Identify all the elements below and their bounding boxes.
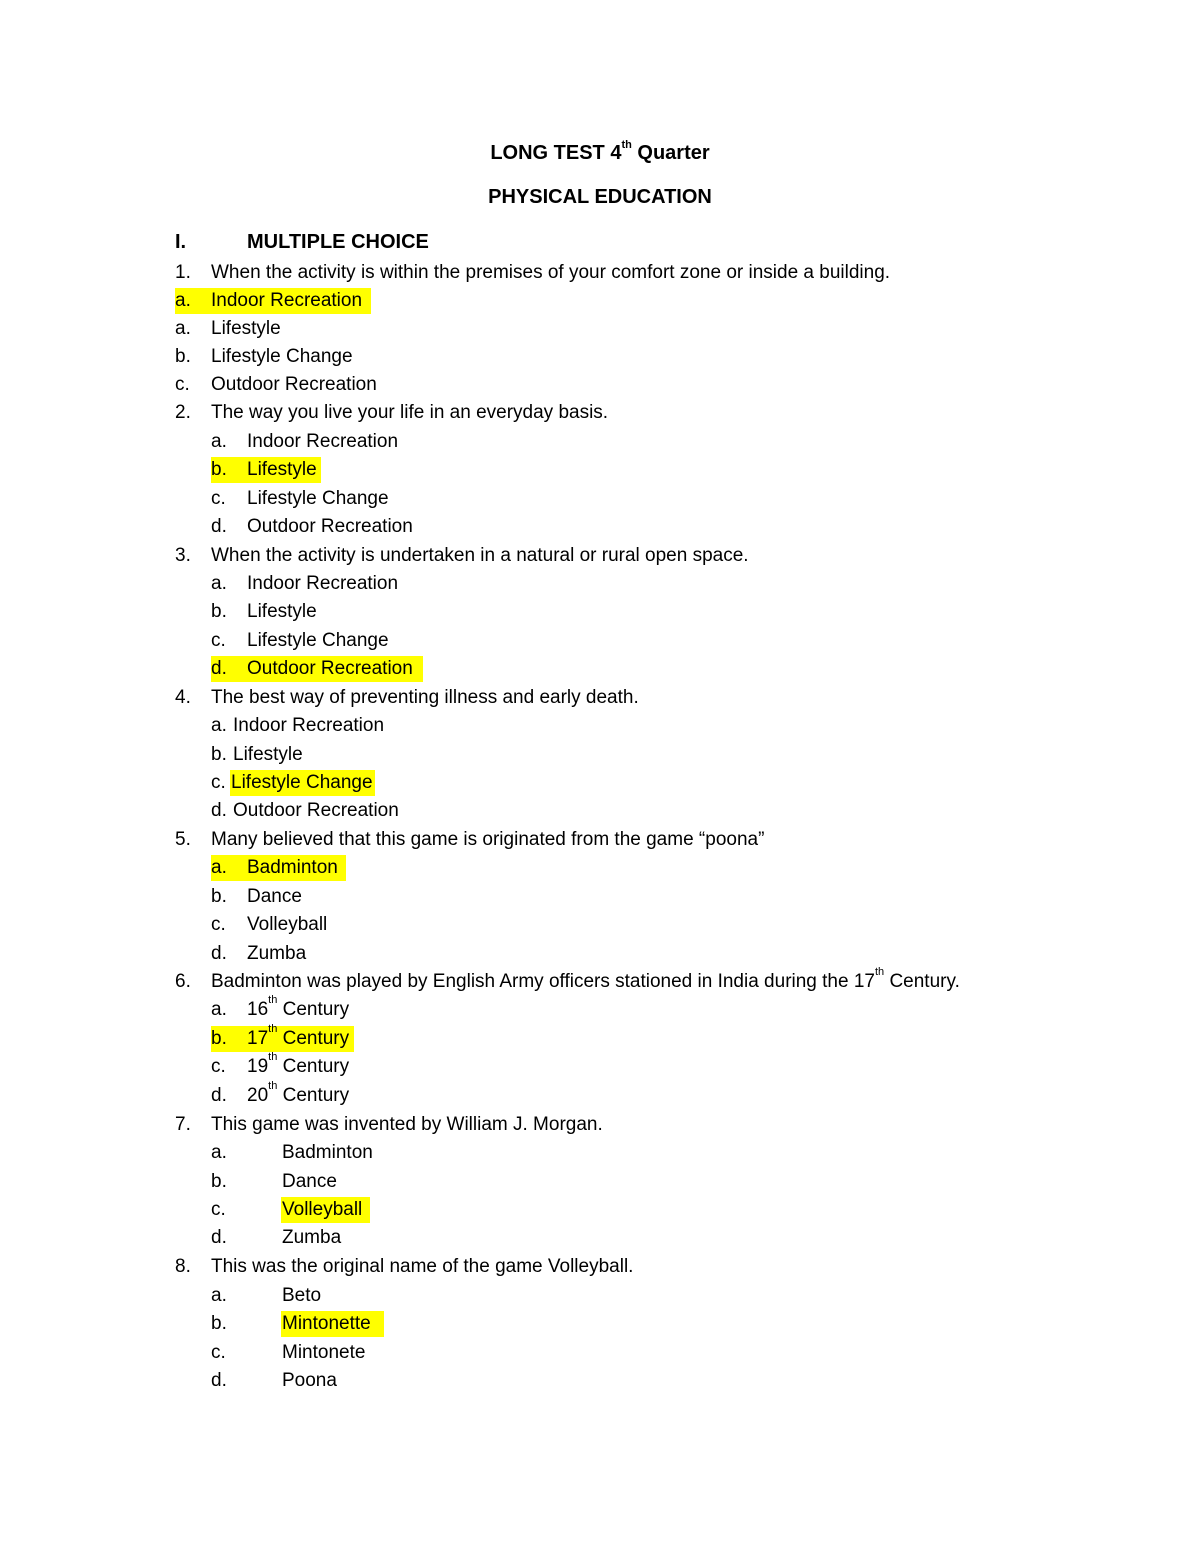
choice-letter: a. bbox=[211, 573, 227, 594]
choice-text: Mintonette bbox=[282, 1313, 371, 1334]
question-number: 5. bbox=[175, 829, 191, 850]
choice-letter: a. bbox=[175, 318, 191, 339]
question-number: 7. bbox=[175, 1114, 191, 1135]
choice-letter: a. bbox=[211, 715, 227, 736]
choice-text: Badminton bbox=[247, 857, 338, 878]
question-text: When the activity is undertaken in a natural or rural open space. bbox=[211, 545, 749, 566]
choice-letter: c. bbox=[211, 1056, 226, 1077]
choice-text: Lifestyle Change bbox=[231, 772, 373, 793]
section-title: MULTIPLE CHOICE bbox=[247, 231, 429, 253]
question-number: 2. bbox=[175, 402, 191, 423]
choice-text: Lifestyle bbox=[233, 744, 303, 765]
choice-letter: a. bbox=[211, 999, 227, 1020]
choice-letter: c. bbox=[211, 488, 226, 509]
choice-letter: a. bbox=[175, 290, 191, 311]
question-text: Badminton was played by English Army officers stationed in India during the 17th Century. bbox=[211, 966, 960, 992]
choice-text: Lifestyle Change bbox=[211, 346, 353, 367]
choice-text: 20th Century bbox=[247, 1080, 350, 1106]
choice-letter: b. bbox=[211, 886, 227, 907]
question-number: 6. bbox=[175, 971, 191, 992]
choice-letter: d. bbox=[211, 658, 227, 679]
choice-text: Dance bbox=[282, 1171, 337, 1192]
question-number: 8. bbox=[175, 1256, 191, 1277]
choice-text: Indoor Recreation bbox=[247, 573, 399, 594]
choice-text: Poona bbox=[282, 1370, 337, 1391]
choice-text: Lifestyle Change bbox=[247, 630, 389, 651]
choice-letter: b. bbox=[211, 744, 227, 765]
question-text: The way you live your life in an everyday basis. bbox=[211, 402, 609, 423]
choice-text: Volleyball bbox=[247, 914, 328, 935]
choice-text: Beto bbox=[282, 1285, 322, 1306]
section-numeral: I. bbox=[175, 231, 187, 253]
choice-letter: a. bbox=[211, 1142, 227, 1163]
choice-letter: c. bbox=[211, 772, 226, 793]
choice-text: Lifestyle bbox=[211, 318, 281, 339]
choice-text: Lifestyle bbox=[247, 601, 317, 622]
choice-text: Volleyball bbox=[282, 1199, 363, 1220]
question-text: Many believed that this game is originated from the game “poona” bbox=[211, 829, 765, 850]
question-number: 3. bbox=[175, 545, 191, 566]
choice-letter: b. bbox=[211, 459, 227, 480]
choice-letter: d. bbox=[211, 800, 227, 821]
subject-heading: PHYSICAL EDUCATION bbox=[488, 186, 712, 208]
choice-text: Zumba bbox=[282, 1227, 342, 1248]
choice-letter: c. bbox=[211, 1342, 226, 1363]
choice-text: Dance bbox=[247, 886, 302, 907]
choice-text: 16th Century bbox=[247, 994, 350, 1020]
choice-letter: c. bbox=[211, 1199, 226, 1220]
question-text: This game was invented by William J. Morgan. bbox=[211, 1114, 603, 1135]
choice-letter: b. bbox=[211, 1171, 227, 1192]
choice-text: Lifestyle Change bbox=[247, 488, 389, 509]
choice-letter: a. bbox=[211, 431, 227, 452]
choice-text: Indoor Recreation bbox=[247, 431, 399, 452]
question-text: This was the original name of the game Volleyball. bbox=[211, 1256, 634, 1277]
choice-letter: b. bbox=[211, 1313, 227, 1334]
choice-letter: c. bbox=[175, 374, 190, 395]
question-number: 1. bbox=[175, 262, 191, 283]
choice-text: Mintonete bbox=[282, 1342, 366, 1363]
choice-letter: d. bbox=[211, 1227, 227, 1248]
question-number: 4. bbox=[175, 687, 191, 708]
choice-letter: c. bbox=[211, 630, 226, 651]
choice-text: 17th Century bbox=[247, 1023, 350, 1049]
question-text: The best way of preventing illness and early death. bbox=[211, 687, 639, 708]
choice-text: Outdoor Recreation bbox=[247, 658, 413, 679]
choice-text: 19th Century bbox=[247, 1051, 350, 1077]
choice-text: Zumba bbox=[247, 943, 307, 964]
choice-letter: b. bbox=[211, 601, 227, 622]
choice-letter: d. bbox=[211, 1370, 227, 1391]
choice-letter: a. bbox=[211, 857, 227, 878]
choice-letter: d. bbox=[211, 943, 227, 964]
question-text: When the activity is within the premises of your comfort zone or inside a building. bbox=[211, 262, 891, 283]
choice-text: Indoor Recreation bbox=[211, 290, 363, 311]
choice-letter: c. bbox=[211, 914, 226, 935]
choice-text: Indoor Recreation bbox=[233, 715, 385, 736]
choice-text: Outdoor Recreation bbox=[233, 800, 399, 821]
choice-letter: b. bbox=[211, 1028, 227, 1049]
choice-letter: d. bbox=[211, 1085, 227, 1106]
choice-letter: a. bbox=[211, 1285, 227, 1306]
choice-text: Outdoor Recreation bbox=[247, 516, 413, 537]
choice-letter: b. bbox=[175, 346, 191, 367]
choice-text: Lifestyle bbox=[247, 459, 317, 480]
page-title: LONG TEST 4th Quarter bbox=[490, 139, 710, 164]
choice-text: Outdoor Recreation bbox=[211, 374, 377, 395]
choice-text: Badminton bbox=[282, 1142, 373, 1163]
choice-letter: d. bbox=[211, 516, 227, 537]
